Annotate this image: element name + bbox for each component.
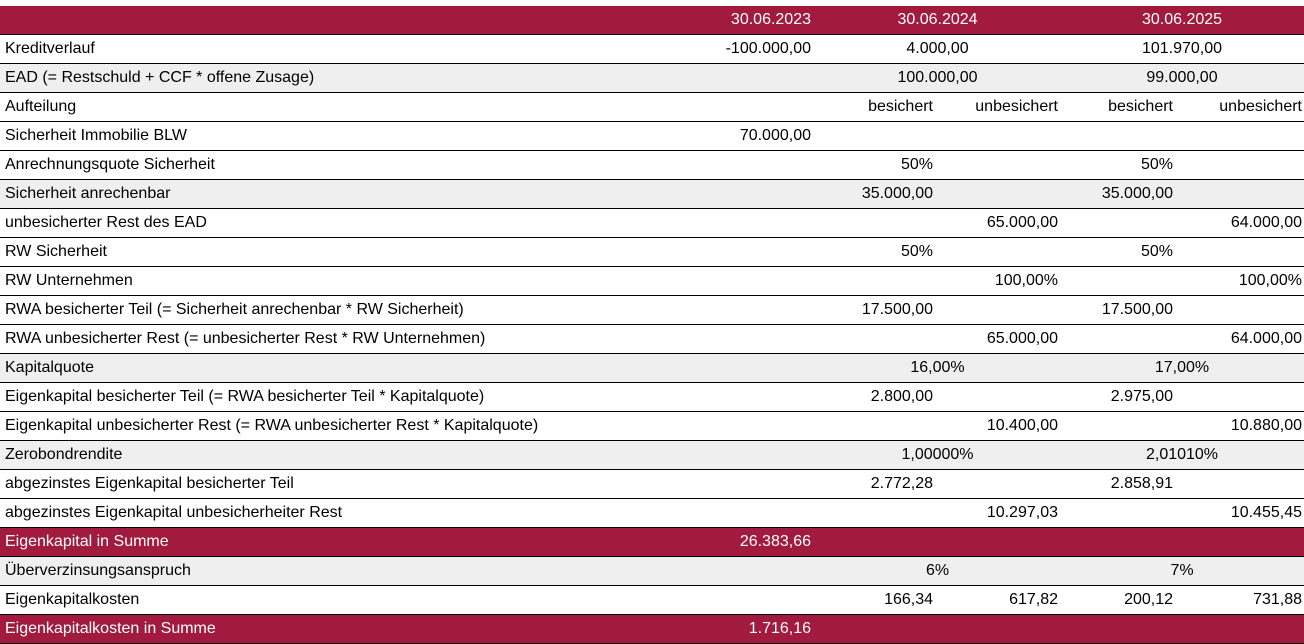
table-row (0, 499, 1304, 528)
value-cell-u25[interactable]: 100,00% (1238, 272, 1302, 289)
value-cell-u24[interactable]: 10.297,03 (986, 504, 1058, 521)
value-cell-b25[interactable]: 200,12 (1124, 591, 1173, 608)
value-cell-u24[interactable]: 65.000,00 (986, 330, 1058, 347)
value-cell-y23[interactable]: 26.383,66 (739, 533, 811, 550)
row-label-cell[interactable]: Eigenkapital besicherter Teil (= RWA besicherter Teil * Kapitalquote) (5, 388, 485, 405)
value-cell-b24[interactable]: 35.000,00 (861, 185, 933, 202)
table-body (0, 35, 1304, 644)
table-row (0, 180, 1304, 209)
value-cell-u25[interactable]: 10.880,00 (1230, 417, 1302, 434)
value-cell-m25[interactable]: 99.000,00 (1146, 69, 1218, 86)
row-label-cell[interactable]: Überverzinsungsanspruch (5, 562, 191, 579)
table-row (0, 64, 1304, 93)
row-label-cell[interactable]: RWA unbesicherter Rest (= unbesicherter Rest * RW Unternehmen) (5, 330, 486, 347)
row-label-cell[interactable]: Zerobondrendite (5, 446, 123, 463)
row-label-cell[interactable]: Kapitalquote (5, 359, 94, 376)
row-label-cell[interactable]: RW Unternehmen (5, 272, 133, 289)
table-row (0, 296, 1304, 325)
row-label-cell[interactable]: Eigenkapitalkosten (5, 591, 140, 608)
table-row (0, 354, 1304, 383)
table-row (0, 35, 1304, 64)
value-cell-m24[interactable]: 100.000,00 (897, 69, 978, 86)
value-cell-b24[interactable]: 2.772,28 (870, 475, 933, 492)
row-label-cell[interactable]: RWA besicherter Teil (= Sicherheit anrechenbar * RW Sicherheit) (5, 301, 464, 318)
value-cell-b25[interactable]: 2.975,00 (1110, 388, 1173, 405)
value-cell-u25[interactable]: 731,88 (1253, 591, 1302, 608)
value-cell-u25[interactable]: unbesichert (1219, 98, 1302, 115)
value-cell-m24[interactable]: 1,00000% (901, 446, 974, 463)
value-cell-y23[interactable]: 1.716,16 (748, 620, 811, 637)
header-date-2024[interactable]: 30.06.2024 (897, 11, 978, 28)
value-cell-u24[interactable]: 10.400,00 (986, 417, 1058, 434)
value-cell-b25[interactable]: 50% (1140, 156, 1173, 173)
table-row (0, 209, 1304, 238)
table-row (0, 586, 1304, 615)
row-label-cell[interactable]: Anrechnungsquote Sicherheit (5, 156, 215, 173)
value-cell-b24[interactable]: besichert (868, 98, 933, 115)
value-cell-m24[interactable]: 16,00% (910, 359, 965, 376)
header-empty-cell[interactable] (0, 6, 655, 34)
table-row (0, 122, 1304, 151)
value-cell-u24[interactable]: 100,00% (994, 272, 1058, 289)
header-date-2023[interactable]: 30.06.2023 (730, 11, 811, 28)
row-label-cell[interactable]: Sicherheit anrechenbar (5, 185, 171, 202)
row-label-cell[interactable]: RW Sicherheit (5, 243, 107, 260)
value-cell-u25[interactable]: 64.000,00 (1230, 330, 1302, 347)
value-cell-b25[interactable]: 17.500,00 (1101, 301, 1173, 318)
value-cell-y23[interactable]: -100.000,00 (725, 40, 811, 57)
summary-table-row (0, 615, 1304, 644)
table-row (0, 238, 1304, 267)
row-label-cell[interactable]: Eigenkapital unbesicherter Rest (= RWA unbesicherter Rest * Kapitalquote) (5, 417, 539, 434)
value-cell-u24[interactable]: 65.000,00 (986, 214, 1058, 231)
value-cell-m25[interactable]: 7% (1170, 562, 1194, 579)
row-label-cell[interactable]: EAD (= Restschuld + CCF * offene Zusage) (5, 69, 315, 86)
table-row (0, 325, 1304, 354)
value-cell-b24[interactable]: 17.500,00 (861, 301, 933, 318)
value-cell-u25[interactable]: 10.455,45 (1230, 504, 1302, 521)
value-cell-b25[interactable]: 50% (1140, 243, 1173, 260)
value-cell-m25[interactable]: 101.970,00 (1141, 40, 1223, 57)
row-label-cell[interactable]: unbesicherter Rest des EAD (5, 214, 207, 231)
row-label-cell[interactable]: Aufteilung (5, 98, 77, 115)
table-row (0, 557, 1304, 586)
value-cell-m24[interactable]: 4.000,00 (906, 40, 969, 57)
table-row (0, 412, 1304, 441)
summary-table-row (0, 528, 1304, 557)
table-row (0, 383, 1304, 412)
row-label-cell[interactable]: Eigenkapitalkosten in Summe (5, 620, 216, 637)
value-cell-y23[interactable]: 70.000,00 (739, 127, 811, 144)
value-cell-b24[interactable]: 2.800,00 (870, 388, 933, 405)
value-cell-b24[interactable]: 50% (900, 156, 933, 173)
table-row (0, 267, 1304, 296)
value-cell-m25[interactable]: 2,01010% (1145, 446, 1219, 463)
value-cell-u25[interactable]: 64.000,00 (1230, 214, 1302, 231)
table-row (0, 470, 1304, 499)
header-date-2025[interactable]: 30.06.2025 (1141, 11, 1223, 28)
value-cell-u24[interactable]: 617,82 (1009, 591, 1058, 608)
table-row (0, 93, 1304, 122)
row-label-cell[interactable]: abgezinstes Eigenkapital besicherter Teil (5, 475, 294, 492)
row-label-cell[interactable]: abgezinstes Eigenkapital unbesicherheiter Rest (5, 504, 343, 521)
value-cell-b25[interactable]: 35.000,00 (1101, 185, 1173, 202)
table-row (0, 441, 1304, 470)
table-row (0, 151, 1304, 180)
value-cell-b24[interactable]: 166,34 (884, 591, 933, 608)
value-cell-m25[interactable]: 17,00% (1154, 359, 1210, 376)
value-cell-b25[interactable]: 2.858,91 (1110, 475, 1173, 492)
row-label-cell[interactable]: Sicherheit Immobilie BLW (5, 127, 187, 144)
value-cell-m24[interactable]: 6% (925, 562, 950, 579)
row-label-cell[interactable]: Eigenkapital in Summe (5, 533, 169, 550)
value-cell-u24[interactable]: unbesichert (975, 98, 1058, 115)
row-label-cell[interactable]: Kreditverlauf (5, 40, 95, 57)
table-header-row (0, 6, 1304, 35)
value-cell-b25[interactable]: besichert (1108, 98, 1173, 115)
value-cell-b24[interactable]: 50% (900, 243, 933, 260)
